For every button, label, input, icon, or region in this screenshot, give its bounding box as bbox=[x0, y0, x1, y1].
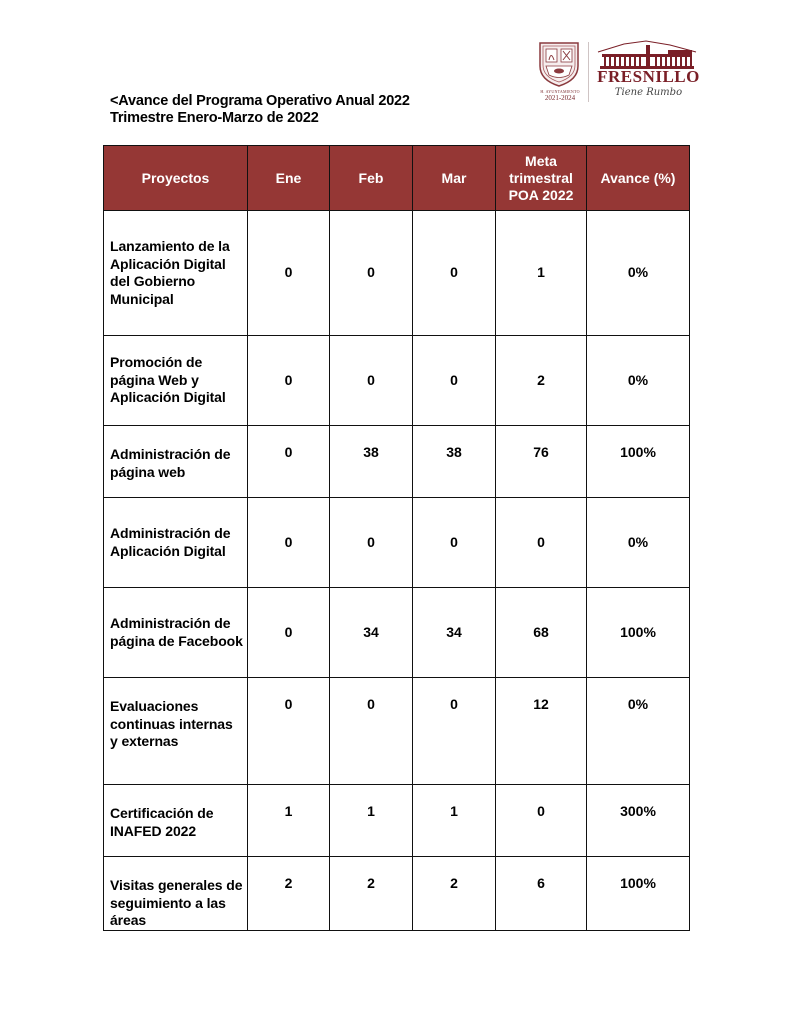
cell-meta: 12 bbox=[496, 678, 587, 785]
cell-proyecto: Evaluaciones continuas internas y externas bbox=[104, 678, 248, 785]
cell-meta: 1 bbox=[496, 211, 587, 336]
cell-ene: 2 bbox=[248, 857, 330, 931]
table-row bbox=[104, 678, 690, 785]
crest-caption bbox=[530, 90, 590, 102]
municipal-crest-icon bbox=[536, 40, 582, 88]
cell-avance: 0% bbox=[587, 336, 690, 426]
cell-proyecto: Promoción de página Web y Aplicación Digital bbox=[104, 336, 248, 426]
cell-mar: 0 bbox=[413, 211, 496, 336]
cell-meta: 68 bbox=[496, 588, 587, 678]
cell-proyecto: Lanzamiento de la Aplicación Digital del Gobierno Municipal bbox=[104, 211, 248, 336]
cell-feb: 0 bbox=[330, 678, 413, 785]
cell-proyecto: Visitas generales de seguimiento a las áreas bbox=[104, 857, 248, 931]
table-row bbox=[104, 857, 690, 931]
cell-ene: 0 bbox=[248, 426, 330, 498]
cell-proyecto: Administración de página de Facebook bbox=[104, 588, 248, 678]
cell-mar: 34 bbox=[413, 588, 496, 678]
cell-mar: 0 bbox=[413, 678, 496, 785]
cell-feb: 0 bbox=[330, 498, 413, 588]
cell-ene: 1 bbox=[248, 785, 330, 857]
column-header-feb: Feb bbox=[330, 146, 413, 211]
brand-name: FRESNILLO bbox=[597, 67, 700, 86]
cell-mar: 0 bbox=[413, 336, 496, 426]
cell-feb: 38 bbox=[330, 426, 413, 498]
cell-meta: 2 bbox=[496, 336, 587, 426]
cell-feb: 0 bbox=[330, 211, 413, 336]
cell-meta: 0 bbox=[496, 785, 587, 857]
cell-avance: 100% bbox=[587, 426, 690, 498]
cell-meta: 0 bbox=[496, 498, 587, 588]
cell-mar: 2 bbox=[413, 857, 496, 931]
crest-caption-line2: 2021-2024 bbox=[544, 94, 576, 102]
fresnillo-brand-logo bbox=[592, 38, 705, 106]
title-line-1: <Avance del Programa Operativo Anual 2022 bbox=[110, 93, 410, 109]
cell-avance: 100% bbox=[587, 857, 690, 931]
table-row bbox=[104, 785, 690, 857]
cell-avance: 0% bbox=[587, 211, 690, 336]
cell-avance: 0% bbox=[587, 498, 690, 588]
cell-mar: 1 bbox=[413, 785, 496, 857]
brand-tagline: Tiene Rumbo bbox=[614, 87, 683, 98]
cell-avance: 100% bbox=[587, 588, 690, 678]
cell-meta: 6 bbox=[496, 857, 587, 931]
meta-header-line: Meta bbox=[525, 152, 557, 169]
building-silhouette-icon bbox=[596, 40, 698, 70]
column-header-mar: Mar bbox=[413, 146, 496, 211]
cell-feb: 34 bbox=[330, 588, 413, 678]
cell-feb: 2 bbox=[330, 857, 413, 931]
poa-progress-table bbox=[103, 145, 690, 931]
table-row bbox=[104, 336, 690, 426]
cell-feb: 0 bbox=[330, 336, 413, 426]
table-row bbox=[104, 211, 690, 336]
table-row bbox=[104, 426, 690, 498]
cell-mar: 0 bbox=[413, 498, 496, 588]
cell-ene: 0 bbox=[248, 588, 330, 678]
column-header-proyectos: Proyectos bbox=[104, 146, 248, 211]
logo-divider bbox=[588, 42, 589, 102]
cell-avance: 0% bbox=[587, 678, 690, 785]
meta-header-line: trimestral bbox=[509, 169, 573, 186]
header-logos bbox=[530, 38, 705, 106]
cell-avance: 300% bbox=[587, 785, 690, 857]
cell-ene: 0 bbox=[248, 336, 330, 426]
table-row bbox=[104, 588, 690, 678]
column-header-ene: Ene bbox=[248, 146, 330, 211]
cell-proyecto: Administración de página web bbox=[104, 426, 248, 498]
cell-meta: 76 bbox=[496, 426, 587, 498]
meta-header-line: POA 2022 bbox=[508, 186, 574, 203]
cell-ene: 0 bbox=[248, 498, 330, 588]
table-header-row bbox=[104, 146, 690, 211]
cell-proyecto: Administración de Aplicación Digital bbox=[104, 498, 248, 588]
cell-ene: 0 bbox=[248, 678, 330, 785]
table-row bbox=[104, 498, 690, 588]
column-header-meta bbox=[496, 146, 587, 211]
cell-ene: 0 bbox=[248, 211, 330, 336]
crest-caption-line1: H. AYUNTAMIENTO bbox=[540, 89, 580, 94]
column-header-avance: Avance (%) bbox=[587, 146, 690, 211]
title-line-2: Trimestre Enero-Marzo de 2022 bbox=[110, 110, 319, 126]
cell-feb: 1 bbox=[330, 785, 413, 857]
document-title bbox=[110, 93, 410, 127]
cell-mar: 38 bbox=[413, 426, 496, 498]
cell-proyecto: Certificación de INAFED 2022 bbox=[104, 785, 248, 857]
